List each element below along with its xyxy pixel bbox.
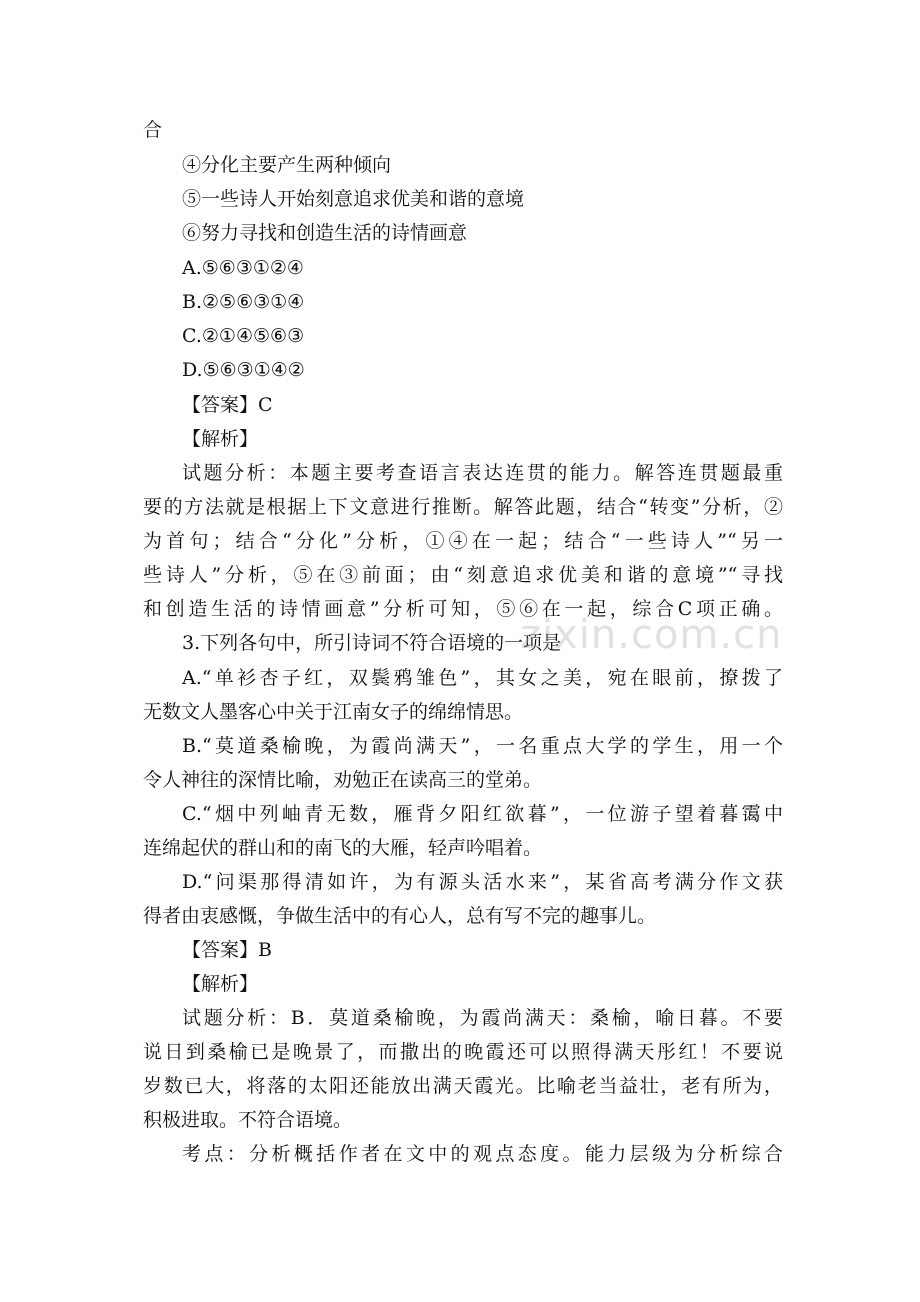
text-line: 连绵起伏的群山和的南飞的大雁，轻声吟唱着。 bbox=[143, 837, 543, 859]
text-line: 些诗人”分析，⑤在③前面；由“刻意追求优美和谐的意境”“寻找 bbox=[143, 564, 783, 586]
text-line: 考点：分析概括作者在文中的观点态度。能力层级为分析综合 bbox=[182, 1143, 783, 1165]
text-line: ④分化主要产生两种倾向 bbox=[182, 154, 392, 176]
text-line: 积极进取。不符合语境。 bbox=[143, 1109, 353, 1131]
text-line: 试题分析：本题主要考查语言表达连贯的能力。解答连贯题最重 bbox=[182, 462, 783, 484]
text-line: 令人神往的深情比喻，劝勉正在读高三的堂弟。 bbox=[143, 769, 543, 791]
answer-label: 【答案】B bbox=[182, 939, 272, 961]
option-line: D.“问渠那得清如许，为有源头活水来”，某省高考满分作文获 bbox=[182, 871, 783, 893]
option-line: B.“莫道桑榆晚，为霞尚满天”，一名重点大学的学生，用一个 bbox=[182, 735, 783, 757]
question-title: 3.下列各句中，所引诗词不符合语境的一项是 bbox=[182, 632, 562, 654]
text-line: 合 bbox=[143, 119, 163, 141]
watermark: zixin.com.cn bbox=[520, 612, 783, 658]
text-line: ⑥努力寻找和创造生活的诗情画意 bbox=[182, 222, 468, 244]
text-line: 岁数已大，将落的太阳还能放出满天霞光。比喻老当益壮，老有所为， bbox=[143, 1075, 783, 1097]
option-line: D.⑤⑥③①④② bbox=[182, 359, 305, 381]
option-line: C.“烟中列岫青无数，雁背夕阳红欲暮”，一位游子望着暮霭中 bbox=[182, 803, 783, 825]
text-line: ⑤一些诗人开始刻意追求优美和谐的意境 bbox=[182, 188, 525, 210]
analysis-label: 【解析】 bbox=[182, 973, 259, 995]
analysis-label: 【解析】 bbox=[182, 428, 259, 450]
option-line: B.②⑤⑥③①④ bbox=[182, 291, 305, 313]
text-line: 无数文人墨客心中关于江南女子的绵绵情思。 bbox=[143, 701, 524, 723]
text-line: 试题分析：B．莫道桑榆晚，为霞尚满天：桑榆，喻日暮。不要 bbox=[182, 1007, 783, 1029]
text-line: 说日到桑榆已是晚景了，而撒出的晚霞还可以照得满天彤红！不要说 bbox=[143, 1041, 783, 1063]
option-line: A.“单衫杏子红，双鬓鸦雏色”，其女之美，宛在眼前，撩拨了 bbox=[182, 667, 783, 689]
option-line: C.②①④⑤⑥③ bbox=[182, 325, 305, 347]
answer-label: 【答案】C bbox=[182, 394, 273, 416]
text-line: 要的方法就是根据上下文意进行推断。解答此题，结合“转变”分析，② bbox=[143, 496, 783, 518]
option-line: A.⑤⑥③①②④ bbox=[182, 257, 304, 279]
text-line: 得者由衷感慨，争做生活中的有心人，总有写不完的趣事儿。 bbox=[143, 905, 657, 927]
text-line: 和创造生活的诗情画意”分析可知，⑤⑥在一起，综合C项正确。 bbox=[143, 598, 783, 620]
text-line: 为首句；结合“分化”分析，①④在一起；结合“一些诗人”“另一 bbox=[143, 530, 783, 552]
